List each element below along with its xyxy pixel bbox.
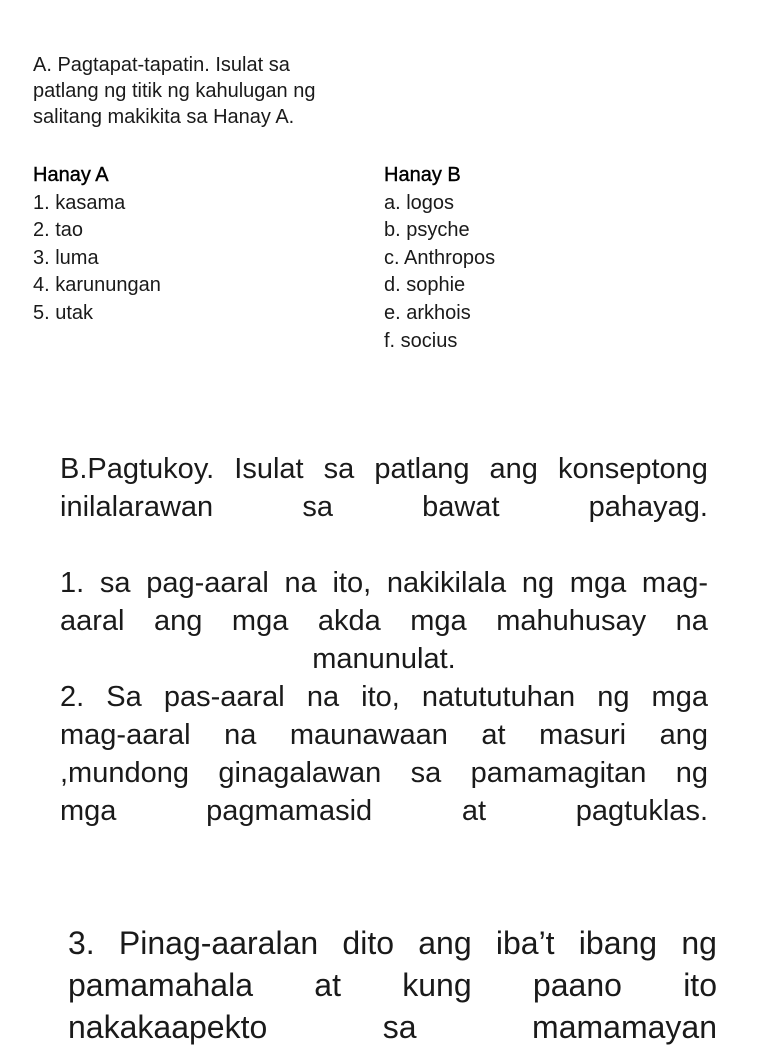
word: ginagalawan <box>218 757 382 789</box>
word: 1. <box>60 567 85 599</box>
column-b-item: f. socius <box>384 329 458 352</box>
column-hanay-b <box>384 162 684 355</box>
justified-line <box>60 488 708 526</box>
instruction-line: A. Pagtapat-tapatin. Isulat sa <box>33 54 290 76</box>
word: ito <box>683 967 717 1003</box>
section-b <box>60 450 708 830</box>
word: konseptong <box>557 453 708 485</box>
word: pas-aaral <box>163 681 285 713</box>
word: Pinag-aaralan <box>118 925 319 961</box>
word: na <box>675 605 708 637</box>
column-a-item: 3. luma <box>33 246 99 269</box>
instruction-line: salitang makikita sa Hanay A. <box>33 106 295 128</box>
justified-line <box>60 450 708 488</box>
column-b-item: d. sophie <box>384 274 466 297</box>
word: natututuhan <box>421 681 576 713</box>
section-b-heading <box>60 450 708 526</box>
word: paano <box>532 967 622 1003</box>
word: pamamagitan <box>470 757 647 789</box>
question-item-1 <box>60 564 708 678</box>
word: ng <box>521 567 555 599</box>
word: mga <box>231 605 289 637</box>
justified-line <box>60 792 708 830</box>
word: at <box>314 967 341 1003</box>
centered-line: manunulat. <box>312 643 456 675</box>
justified-line <box>60 564 708 602</box>
word: sa <box>410 757 442 789</box>
word: mga <box>60 795 117 827</box>
column-b-item: a. logos <box>384 191 455 214</box>
justified-line <box>68 1006 717 1048</box>
column-a-item: 5. utak <box>33 301 94 324</box>
word: sa <box>302 491 333 523</box>
column-b-heading: Hanay B <box>384 164 461 186</box>
word: inilalarawan <box>60 491 214 523</box>
column-b-item: c. Anthropos <box>384 246 496 269</box>
justified-line <box>60 678 708 716</box>
word: ibang <box>578 925 658 961</box>
column-b-item: e. arkhois <box>384 301 471 324</box>
word: ng <box>597 681 630 713</box>
column-a-item: 1. kasama <box>33 191 126 214</box>
justified-line <box>60 602 708 640</box>
word: dito <box>342 925 394 961</box>
word: mag-aaral <box>60 719 191 751</box>
word: ito, <box>332 567 372 599</box>
word: ang <box>489 453 538 485</box>
word: mga <box>651 681 708 713</box>
column-hanay-a <box>33 162 333 328</box>
word: iba’t <box>495 925 555 961</box>
word: mga <box>410 605 467 637</box>
word: pamamahala <box>68 967 253 1003</box>
word: at <box>481 719 506 751</box>
word: mamamayan <box>532 1009 717 1045</box>
column-a-item: 2. tao <box>33 219 84 242</box>
word: 3. <box>68 925 95 961</box>
word: pahayag. <box>588 491 708 523</box>
word: bawat <box>422 491 500 523</box>
justified-line <box>68 922 717 964</box>
justified-line <box>68 964 717 1006</box>
word: mag- <box>641 567 708 599</box>
word: aaral <box>60 605 125 637</box>
word: nakikilala <box>386 567 507 599</box>
word: na <box>306 681 340 713</box>
word: mahuhusay <box>496 605 647 637</box>
word: ng <box>675 757 708 789</box>
word: ito, <box>361 681 400 713</box>
word: sa <box>99 567 131 599</box>
word: ,mundong <box>60 757 189 789</box>
word: 2. <box>60 681 85 713</box>
word: ng <box>681 925 717 961</box>
word: at <box>461 795 487 827</box>
question-item-2 <box>60 678 708 830</box>
column-b-item: b. psyche <box>384 219 470 242</box>
word: sa <box>382 1009 417 1045</box>
word: sa <box>323 453 355 485</box>
word: Isulat <box>234 453 304 485</box>
column-b-list <box>384 190 684 356</box>
section-a-instruction <box>33 52 373 130</box>
word: ang <box>154 605 203 637</box>
word: nakakaapekto <box>68 1009 268 1045</box>
word: pagtuklas. <box>575 795 708 827</box>
word: ang <box>418 925 472 961</box>
word: B.Pagtukoy. <box>60 453 215 485</box>
question-item-3 <box>68 922 717 1048</box>
column-a-heading: Hanay A <box>33 164 109 186</box>
word: mga <box>569 567 627 599</box>
word: na <box>224 719 257 751</box>
justified-line <box>60 754 708 792</box>
word: kung <box>402 967 472 1003</box>
justified-line <box>60 716 708 754</box>
column-a-list <box>33 190 333 328</box>
word: pagmamasid <box>206 795 373 827</box>
word: na <box>284 567 317 599</box>
word: masuri <box>539 719 627 751</box>
instruction-line: patlang ng titik ng kahulugan ng <box>33 80 316 102</box>
word: ang <box>659 719 708 751</box>
column-a-item: 4. karunungan <box>33 274 161 297</box>
word: patlang <box>374 453 470 485</box>
word: Sa <box>106 681 142 713</box>
word: pag-aaral <box>146 567 269 599</box>
paragraph-gap <box>60 526 708 564</box>
word: akda <box>317 605 381 637</box>
word: maunawaan <box>289 719 448 751</box>
